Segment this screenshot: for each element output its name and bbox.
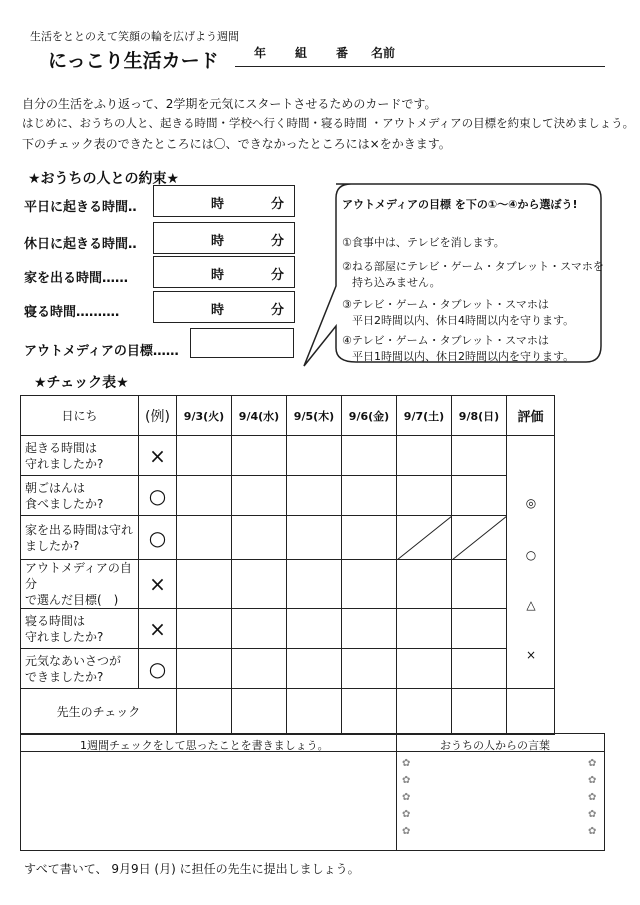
promise-label-weekday: 平日に起きる時間‥	[24, 200, 137, 215]
eval-excellent: ◎	[525, 496, 537, 510]
reflection-heading: 1週間チェックをして思ったことを書きましょう。	[80, 739, 329, 752]
check-cell[interactable]	[287, 516, 342, 560]
date-header: 9/3(火)	[177, 396, 232, 436]
check-cell[interactable]	[452, 476, 507, 516]
footer-note: すべて書いて、 9月9日 (月) に担任の先生に提出しましょう。	[24, 862, 360, 876]
check-cell[interactable]	[177, 476, 232, 516]
check-cell-disabled	[452, 516, 507, 560]
field-year: 年	[254, 46, 267, 60]
date-header: 9/7(土)	[397, 396, 452, 436]
flower-icon: ✿	[588, 758, 597, 769]
check-cell[interactable]	[287, 649, 342, 689]
check-question: 元気なあいさつが できましたか?	[21, 649, 139, 689]
check-cell[interactable]	[232, 516, 287, 560]
hour-label: 時	[211, 234, 225, 249]
check-cell[interactable]	[232, 436, 287, 476]
eval-poor: ×	[525, 648, 537, 662]
date-header: 9/4(水)	[232, 396, 287, 436]
family-message-input[interactable]	[397, 752, 604, 850]
holiday-wake-box[interactable]	[153, 222, 295, 254]
promise-heading: ★おうちの人との約束★	[28, 171, 180, 187]
bubble-option-2b: 持ち込みません。	[352, 276, 441, 289]
minute-label: 分	[271, 234, 285, 249]
check-heading: ★チェック表★	[34, 375, 129, 391]
flower-icon: ✿	[588, 775, 597, 786]
check-cell[interactable]	[287, 436, 342, 476]
bubble-option-1: ①食事中は、テレビを消します。	[342, 236, 505, 249]
weekday-wake-box[interactable]	[153, 185, 295, 217]
check-cell[interactable]	[397, 649, 452, 689]
check-cell[interactable]	[342, 649, 397, 689]
check-cell[interactable]	[177, 609, 232, 649]
teacher-check-label: 先生のチェック	[21, 689, 177, 735]
example-mark: ×	[139, 436, 177, 476]
example-mark: ○	[139, 516, 177, 560]
hour-label: 時	[211, 303, 225, 318]
check-cell[interactable]	[232, 609, 287, 649]
promise-label-holiday: 休日に起きる時間‥	[24, 237, 137, 252]
teacher-check-cell[interactable]	[287, 689, 342, 735]
evaluation-cell[interactable]	[507, 436, 555, 689]
page-title: にっこり生活カード	[48, 50, 219, 72]
check-cell[interactable]	[397, 609, 452, 649]
flower-icon: ✿	[402, 809, 411, 820]
check-table	[20, 395, 555, 735]
check-cell[interactable]	[177, 436, 232, 476]
eval-good: ○	[525, 548, 537, 562]
flower-icon: ✿	[588, 792, 597, 803]
flower-icon: ✿	[402, 792, 411, 803]
field-name: 名前	[371, 46, 396, 60]
check-cell[interactable]	[397, 560, 452, 609]
header-subtitle: 生活をととのえて笑顔の輪を広げよう週間	[30, 30, 239, 43]
teacher-check-cell[interactable]	[177, 689, 232, 735]
promise-label-sleep: 寝る時間‥‥‥‥‥	[24, 305, 120, 320]
example-column-header: (例)	[139, 396, 177, 436]
check-cell[interactable]	[342, 476, 397, 516]
flower-icon: ✿	[402, 826, 411, 837]
promise-label-media: アウトメディアの目標‥‥‥	[24, 344, 179, 359]
date-header: 9/5(木)	[287, 396, 342, 436]
check-cell[interactable]	[342, 516, 397, 560]
teacher-check-cell[interactable]	[342, 689, 397, 735]
check-cell[interactable]	[177, 649, 232, 689]
intro-line-2: はじめに、おうちの人と、起きる時間・学校へ行く時間・寝る時間 ・アウトメディアの目標を約束して決めましょう。	[22, 116, 635, 130]
evaluation-header: 評価	[507, 396, 555, 436]
sleep-time-box[interactable]	[153, 291, 295, 323]
bubble-option-4: ④テレビ・ゲーム・タブレット・スマホは	[342, 334, 549, 347]
check-cell[interactable]	[342, 609, 397, 649]
eval-fair: △	[526, 598, 536, 612]
bubble-option-3: ③テレビ・ゲーム・タブレット・スマホは	[342, 298, 549, 311]
date-header: 9/8(日)	[452, 396, 507, 436]
field-number: 番	[336, 46, 349, 60]
check-cell-disabled	[397, 516, 452, 560]
check-cell[interactable]	[232, 649, 287, 689]
minute-label: 分	[271, 303, 285, 318]
bubble-heading: アウトメディアの目標 を下の①～④から選ぼう!	[342, 198, 578, 211]
flower-icon: ✿	[588, 809, 597, 820]
teacher-check-cell[interactable]	[232, 689, 287, 735]
intro-line-1: 自分の生活をふり返って、2学期を元気にスタートさせるためのカードです。	[22, 97, 437, 111]
name-underline	[235, 66, 605, 67]
check-cell[interactable]	[342, 560, 397, 609]
reflection-input[interactable]	[21, 752, 395, 850]
check-cell[interactable]	[177, 516, 232, 560]
check-cell[interactable]	[452, 649, 507, 689]
flower-icon: ✿	[588, 826, 597, 837]
bubble-option-2: ②ねる部屋にテレビ・ゲーム・タブレット・スマホを	[342, 260, 604, 273]
field-class: 組	[295, 46, 308, 60]
hour-label: 時	[211, 268, 225, 283]
check-question: 家を出る時間は守れ ましたか?	[21, 516, 139, 560]
check-question: 朝ごはんは 食べましたか?	[21, 476, 139, 516]
intro-line-3: 下のチェック表のできたところには〇、できなかったところには×をかきます。	[22, 137, 451, 151]
example-mark: ×	[139, 560, 177, 609]
family-message-heading: おうちの人からの言葉	[440, 739, 550, 752]
check-cell[interactable]	[452, 609, 507, 649]
check-cell[interactable]	[177, 560, 232, 609]
date-column-header: 日にち	[21, 396, 139, 436]
flower-icon: ✿	[402, 758, 411, 769]
check-cell[interactable]	[397, 476, 452, 516]
flower-icon: ✿	[402, 775, 411, 786]
check-cell[interactable]	[452, 436, 507, 476]
hour-label: 時	[211, 197, 225, 212]
check-cell[interactable]	[452, 560, 507, 609]
example-mark: ○	[139, 649, 177, 689]
bubble-option-3b: 平日2時間以内、休日4時間以内を守ります。	[352, 314, 575, 327]
example-mark: ○	[139, 476, 177, 516]
check-cell[interactable]	[397, 436, 452, 476]
check-cell[interactable]	[287, 560, 342, 609]
check-cell[interactable]	[287, 609, 342, 649]
check-cell[interactable]	[287, 476, 342, 516]
bubble-option-4b: 平日1時間以内、休日2時間以内を守ります。	[352, 350, 575, 363]
check-question: アウトメディアの自分 で選んだ目標( )	[21, 560, 139, 609]
leave-home-box[interactable]	[153, 256, 295, 288]
minute-label: 分	[271, 197, 285, 212]
teacher-check-cell[interactable]	[507, 689, 555, 735]
check-question: 寝る時間は 守れましたか?	[21, 609, 139, 649]
promise-label-leave: 家を出る時間‥‥‥	[24, 271, 129, 286]
media-goal-box[interactable]	[190, 328, 294, 358]
check-cell[interactable]	[342, 436, 397, 476]
date-header: 9/6(金)	[342, 396, 397, 436]
check-cell[interactable]	[232, 476, 287, 516]
minute-label: 分	[271, 268, 285, 283]
example-mark: ×	[139, 609, 177, 649]
teacher-check-cell[interactable]	[397, 689, 452, 735]
check-question: 起きる時間は 守れましたか?	[21, 436, 139, 476]
check-cell[interactable]	[232, 560, 287, 609]
teacher-check-cell[interactable]	[452, 689, 507, 735]
